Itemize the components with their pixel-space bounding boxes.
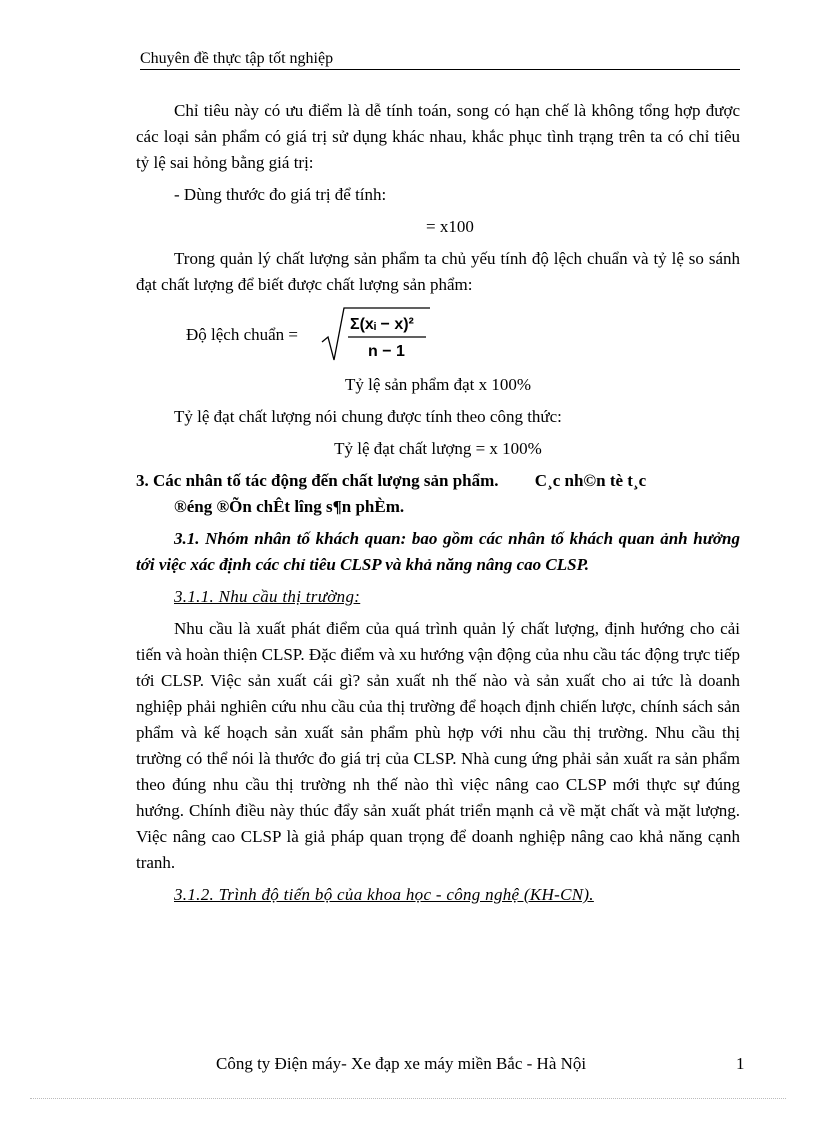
paragraph-6: Tỷ lệ đạt chất lượng = x 100% [334,439,542,458]
paragraph-1: Chỉ tiêu này có ưu điểm là dễ tính toán, song có hạn chế là không tổng hợp được các loại sản phẩm có giá trị sử dụng khác nhau, khắc phục tình trạng trên ta có chỉ tiêu tỷ lệ sai hỏng bằng giá trị: [136,101,740,172]
paragraph-7: Nhu cầu là xuất phát điểm của quá trình quản lý chất lượng, định hướng cho cải tiến và hoàn thiện CLSP. Đặc điểm và xu hướng vận động của nhu cầu tác động trực tiếp tới CLSP. Việc sản xuất cái gì? sản xuất nh thế nào và sản xuất cho ai tức là doanh nghiệp phải nghiên cứu nhu cầu của thị trường để hoạch định chiến lược, chính sách sản phẩm và kế hoạch sản xuất sản phẩm phù hợp với nhu cầu thị trường. Nhu cầu thị trường có thể nói là thước đo giá trị của CLSP. Nhà cung ứng phải sản xuất ra sản phẩm theo đúng nhu cầu thị trường nh thế nào thì việc nâng cao CLSP mới thực sự đúng hướng. Chính điều này thúc đẩy sản xuất phát triển mạnh cả về mặt chất và mặt lượng. Việc nâng cao CLSP là giả pháp quan trọng để doanh nghiệp nâng cao khả năng cạnh tranh. [136,619,740,872]
section-3-1-title: 3.1. Nhóm nhân tố khách quan: bao gồm các nhân tố khách quan ảnh hưởng tới việc xác định các chỉ tiêu CLSP và khả năng nâng cao CLSP. [136,529,740,574]
page-header: Chuyên đề thực tập tốt nghiệp [140,50,740,70]
paragraph-2: - Dùng thước đo giá trị để tính: [174,185,387,204]
section-3-garbled-line: ®éng ®Õn chÊt lîng s¶n phÈm. [174,497,405,516]
section-3-1-1-heading: 3.1.1. Nhu cầu thị trường: [174,587,361,606]
formula-denominator: n − 1 [368,343,405,360]
footer-company: Công ty Điện máy- Xe đạp xe máy miền Bắc - Hà Nội [216,1054,587,1073]
sqrt-formula-graphic [320,304,440,364]
section-3-title-text: 3. Các nhân tố tác động đến chất lượng sản phẩm. [136,471,499,490]
formula-label: Độ lệch chuẩn = [186,325,299,344]
paragraph-4: Tỷ lệ sản phẩm đạt x 100% [344,375,531,394]
section-3-1-2-heading: 3.1.2. Trình độ tiến bộ của khoa học - công nghệ (KH-CN). [174,885,594,904]
paragraph-5: Tỷ lệ đạt chất lượng nói chung được tính theo công thức: [174,407,562,426]
section-3-title [136,468,740,520]
section-3-garbled-text: C¸c nh©n tè t¸c [534,471,647,490]
document-body [136,98,740,914]
equation-1: = x100 [426,217,474,236]
page-bottom-border [30,1098,786,1099]
page-number: 1 [736,1054,745,1073]
paragraph-3: Trong quản lý chất lượng sản phẩm ta chủ yếu tính độ lệch chuẩn và tỷ lệ so sánh đạt chất lượng để biết được chất lượng sản phẩm: [136,249,740,294]
formula-numerator: Σ(xᵢ − x)² [350,316,414,333]
std-deviation-formula [136,304,740,368]
